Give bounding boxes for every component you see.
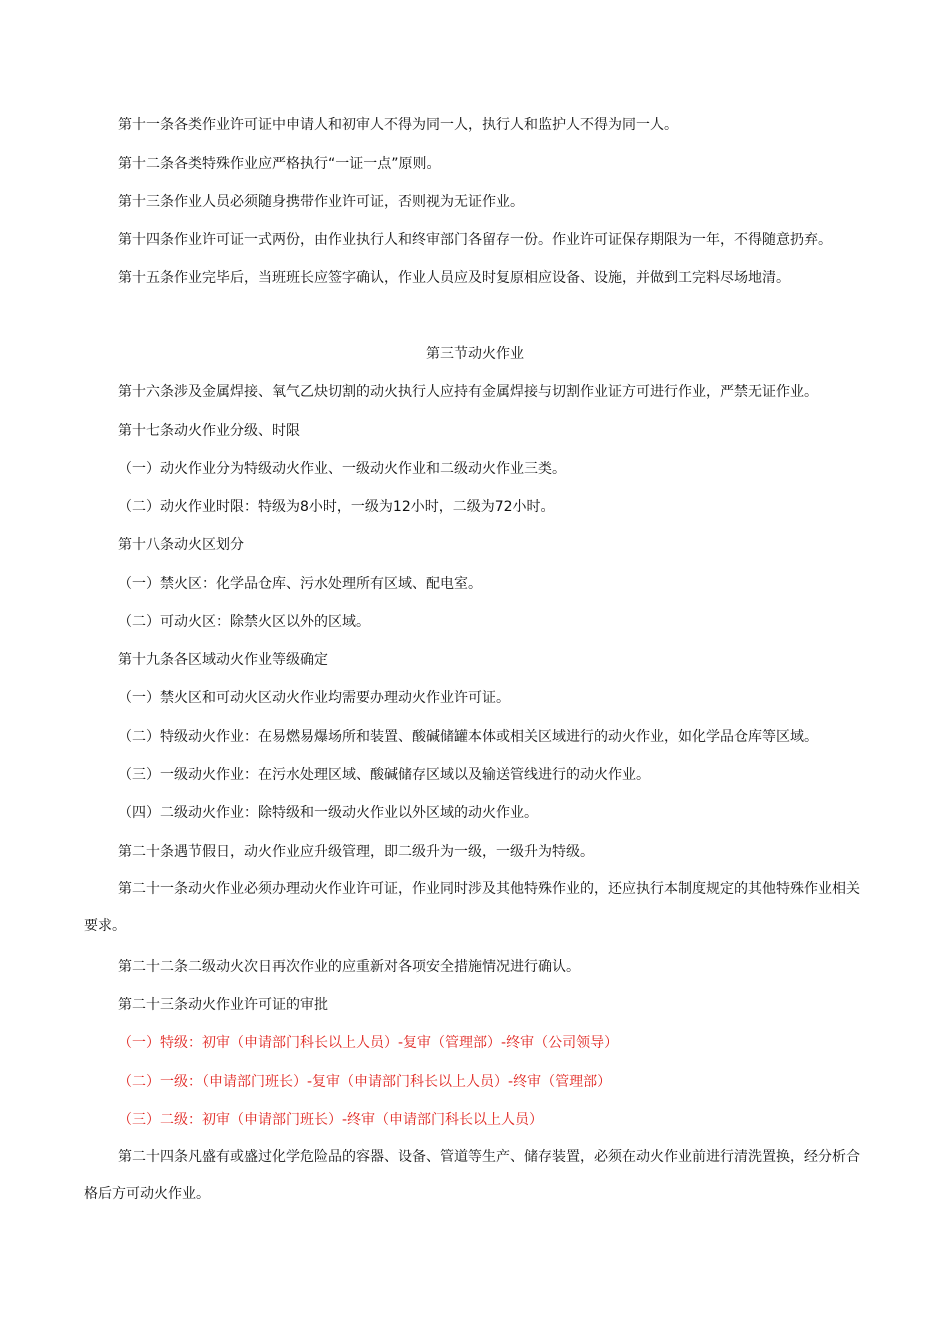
article-18: 第十八条动火区划分 xyxy=(118,537,244,553)
article-19-item-1: （一）禁火区和可动火区动火作业均需要办理动火作业许可证。 xyxy=(118,690,510,706)
article-17-item-1: （一）动火作业分为特级动火作业、一级动火作业和二级动火作业三类。 xyxy=(118,461,566,477)
article-21: 第二十一条动火作业必须办理动火作业许可证，作业同时涉及其他特殊作业的，还应执行本制度规定的其他特殊作业相关要求。 xyxy=(84,881,860,934)
article-11: 第十一条各类作业许可证中申请人和初审人不得为同一人，执行人和监护人不得为同一人。 xyxy=(118,117,678,133)
article-18-item-1: （一）禁火区：化学品仓库、污水处理所有区域、配电室。 xyxy=(118,576,482,592)
approval-line-level-1: （二）一级：（申请部门班长）-复审（申请部门科长以上人员）-终审（管理部） xyxy=(118,1074,612,1090)
article-15: 第十五条作业完毕后，当班班长应签字确认，作业人员应及时复原相应设备、设施，并做到工完料尽场地清。 xyxy=(118,270,790,286)
article-12: 第十二条各类特殊作业应严格执行“一证一点”原则。 xyxy=(118,156,441,172)
article-16: 第十六条涉及金属焊接、氧气乙炔切割的动火执行人应持有金属焊接与切割作业证方可进行作业，严禁无证作业。 xyxy=(118,384,818,400)
article-24: 第二十四条凡盛有或盛过化学危险品的容器、设备、管道等生产、储存装置，必须在动火作业前进行清洗置换，经分析合格后方可动火作业。 xyxy=(84,1149,860,1202)
article-17-item-2: （二）动火作业时限：特级为8小时，一级为12小时，二级为72小时。 xyxy=(118,499,555,515)
article-17: 第十七条动火作业分级、时限 xyxy=(118,423,300,439)
approval-line-special: （一）特级：初审（申请部门科长以上人员）-复审（管理部）-终审（公司领导） xyxy=(118,1035,619,1051)
article-20: 第二十条遇节假日，动火作业应升级管理，即二级升为一级，一级升为特级。 xyxy=(118,844,594,860)
article-18-item-2: （二）可动火区：除禁火区以外的区域。 xyxy=(118,614,370,630)
article-14: 第十四条作业许可证一式两份，由作业执行人和终审部门各留存一份。作业许可证保存期限为一年，不得随意扔弃。 xyxy=(118,232,832,248)
article-19-item-3: （三）一级动火作业：在污水处理区域、酸碱储存区域以及输送管线进行的动火作业。 xyxy=(118,767,650,783)
article-19-item-2: （二）特级动火作业：在易燃易爆场所和装置、酸碱储罐本体或相关区域进行的动火作业，如化学品仓库等区域。 xyxy=(118,729,818,745)
approval-line-level-2: （三）二级：初审（申请部门班长）-终审（申请部门科长以上人员） xyxy=(118,1112,544,1128)
article-22: 第二十二条二级动火次日再次作业的应重新对各项安全措施情况进行确认。 xyxy=(118,959,580,975)
article-23: 第二十三条动火作业许可证的审批 xyxy=(118,997,328,1013)
article-13: 第十三条作业人员必须随身携带作业许可证，否则视为无证作业。 xyxy=(118,194,524,210)
article-19-item-4: （四）二级动火作业：除特级和一级动火作业以外区域的动火作业。 xyxy=(118,805,538,821)
article-19: 第十九条各区域动火作业等级确定 xyxy=(118,652,328,668)
section-title: 第三节动火作业 xyxy=(426,346,524,362)
